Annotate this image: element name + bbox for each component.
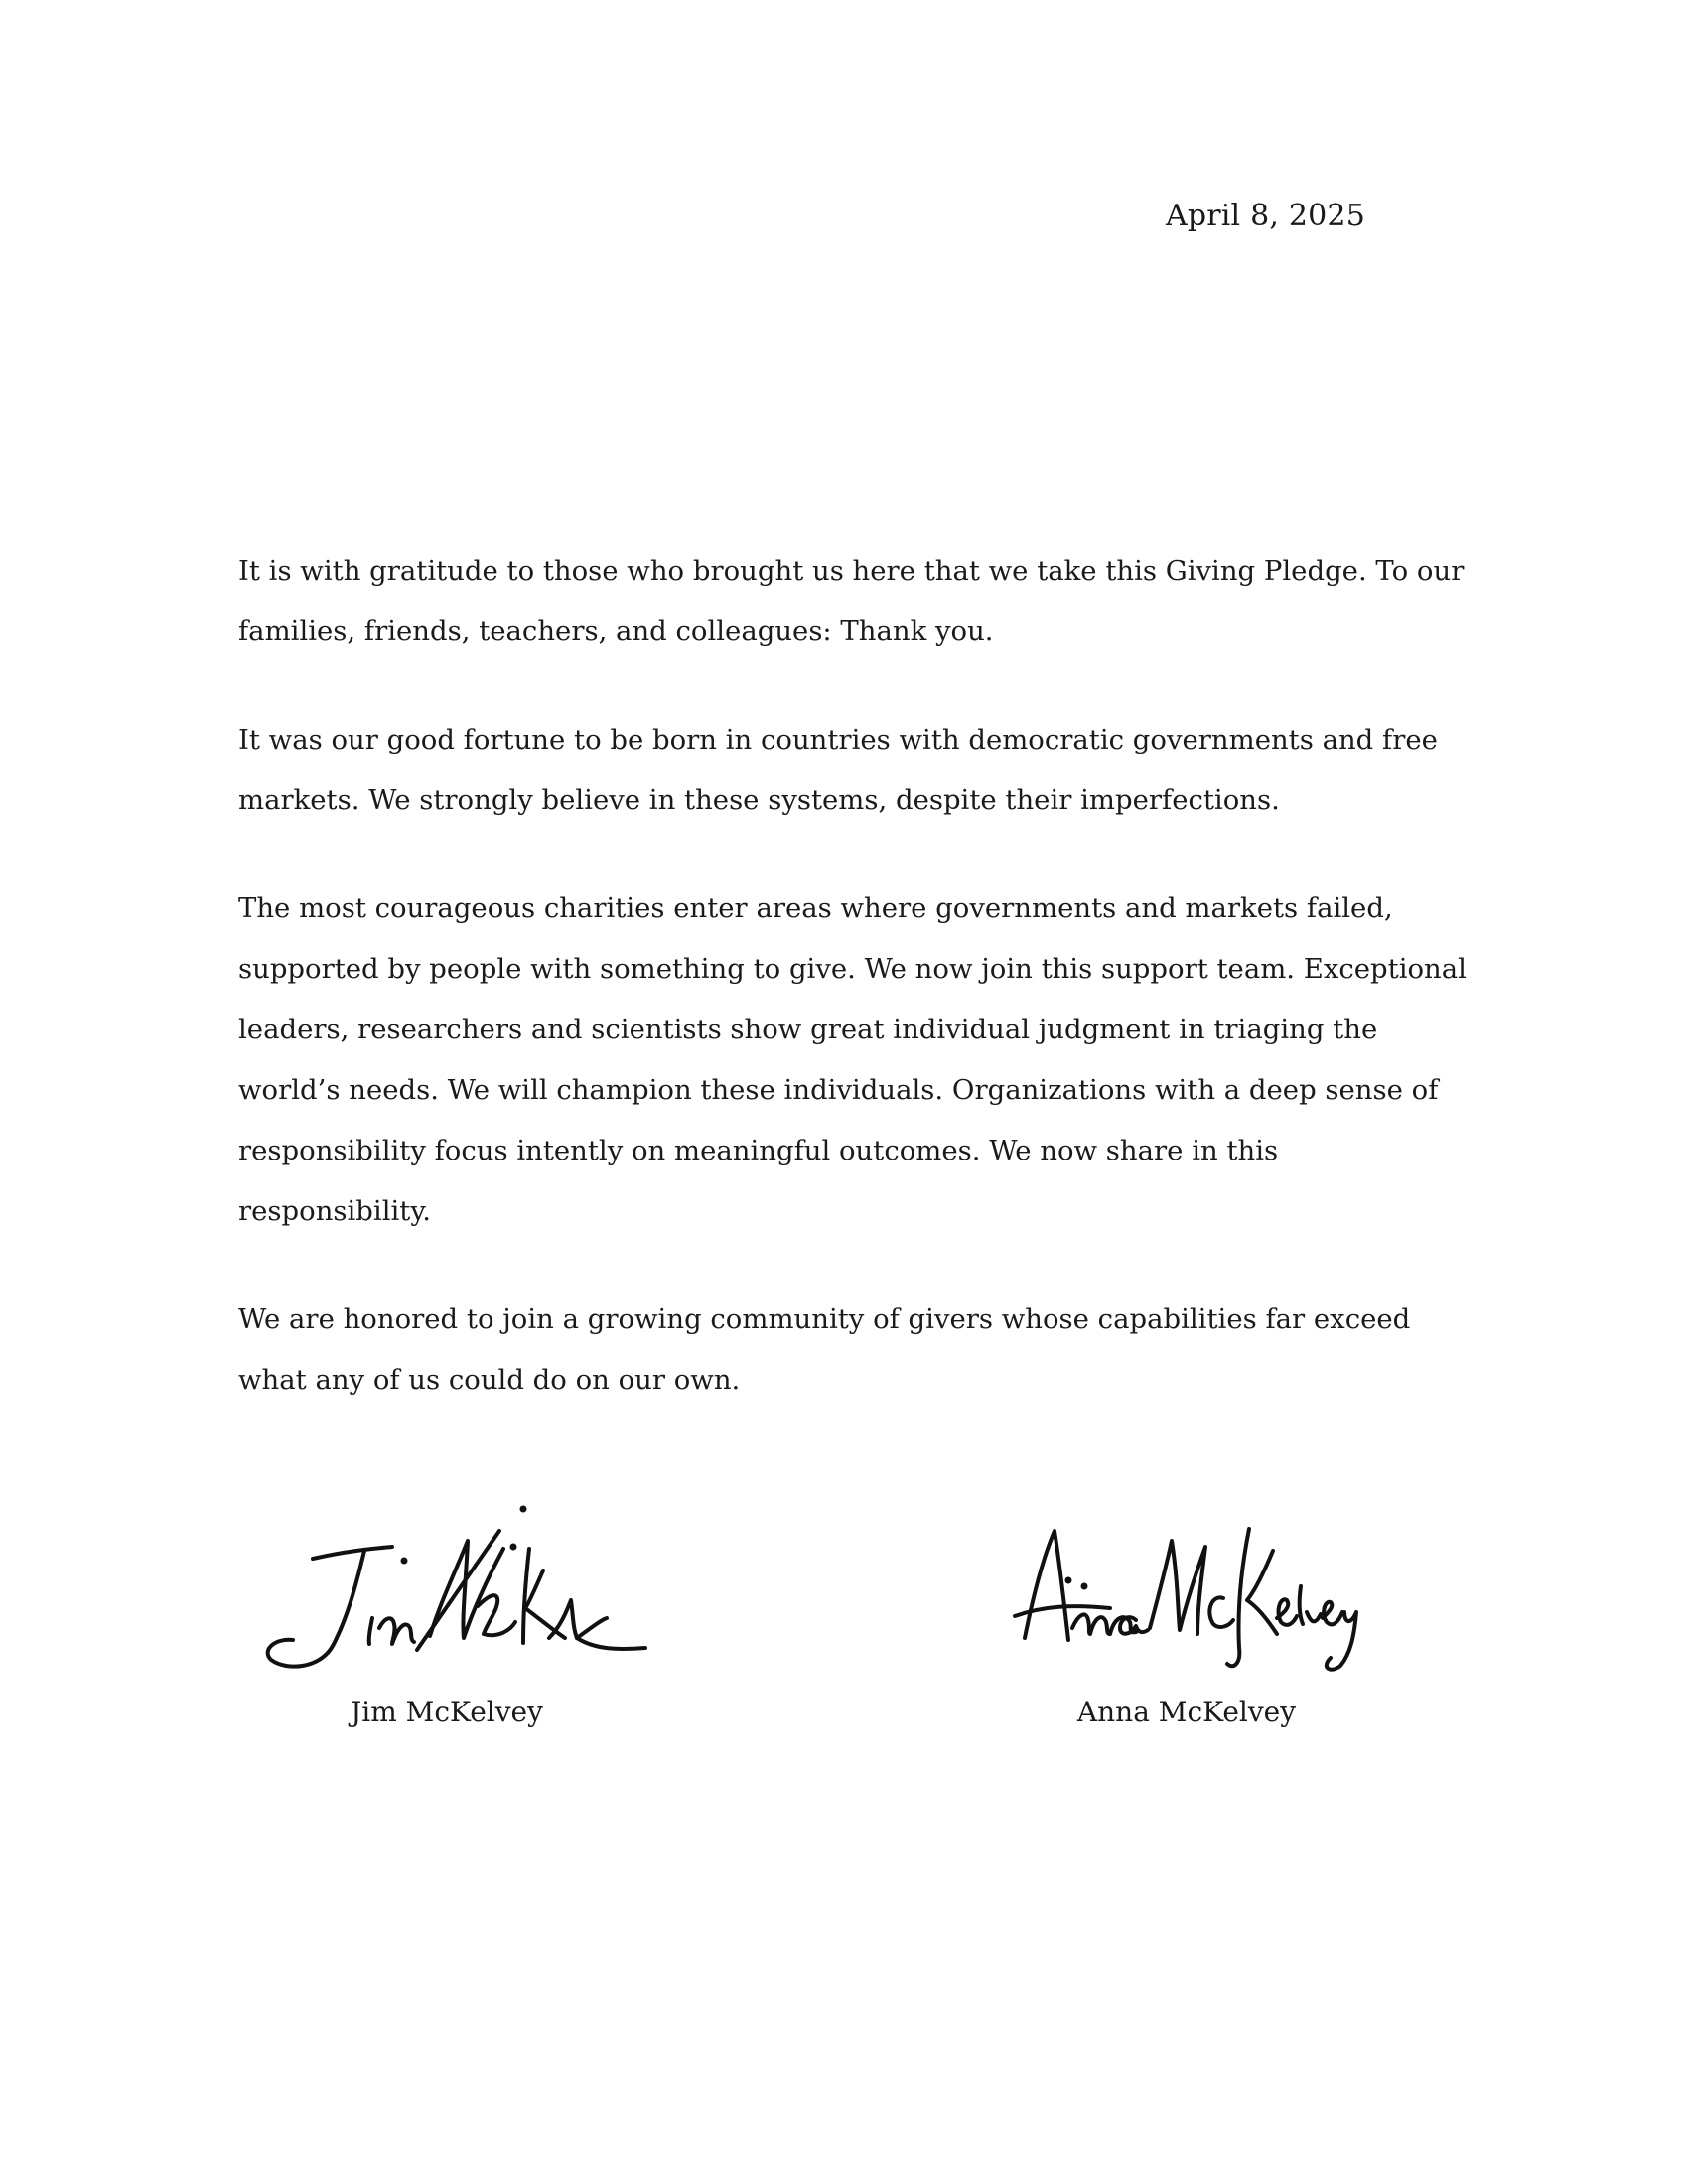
paragraph-charities: The most courageous charities enter areas where governments and markets failed, supported by people with something to give. We now join this support team. Exceptional leaders, researchers and scientists show great individual judgment in triaging the world’s needs. We will champion these individuals. Organizations with a deep sense of responsibility focus intently on meaningful outcomes. We now share in this responsibility. <box>238 892 1467 1227</box>
paragraph-community: We are honored to join a growing community of givers whose capabilities far exceed what any of us could do on our own. <box>238 1303 1411 1396</box>
letter-body <box>238 541 1470 1458</box>
signature-block-jim <box>253 1489 650 1728</box>
signature-name-jim: Jim McKelvey <box>351 1696 543 1728</box>
paragraph-gratitude: It is with gratitude to those who brought us here that we take this Giving Pledge. To our families, friends, teachers, and colleagues: Thank you. <box>238 555 1465 647</box>
signature-name-anna: Anna McKelvey <box>1076 1696 1297 1728</box>
letter-date: April 8, 2025 <box>1165 199 1365 233</box>
signature-block-anna <box>1003 1489 1370 1728</box>
signatures-section <box>0 1489 1688 1787</box>
signature-anna-image <box>1003 1489 1370 1678</box>
signature-jim-image <box>253 1489 650 1678</box>
paragraph-fortune: It was our good fortune to be born in countries with democratic governments and free markets. We strongly believe in these systems, despite their imperfections. <box>238 724 1438 816</box>
